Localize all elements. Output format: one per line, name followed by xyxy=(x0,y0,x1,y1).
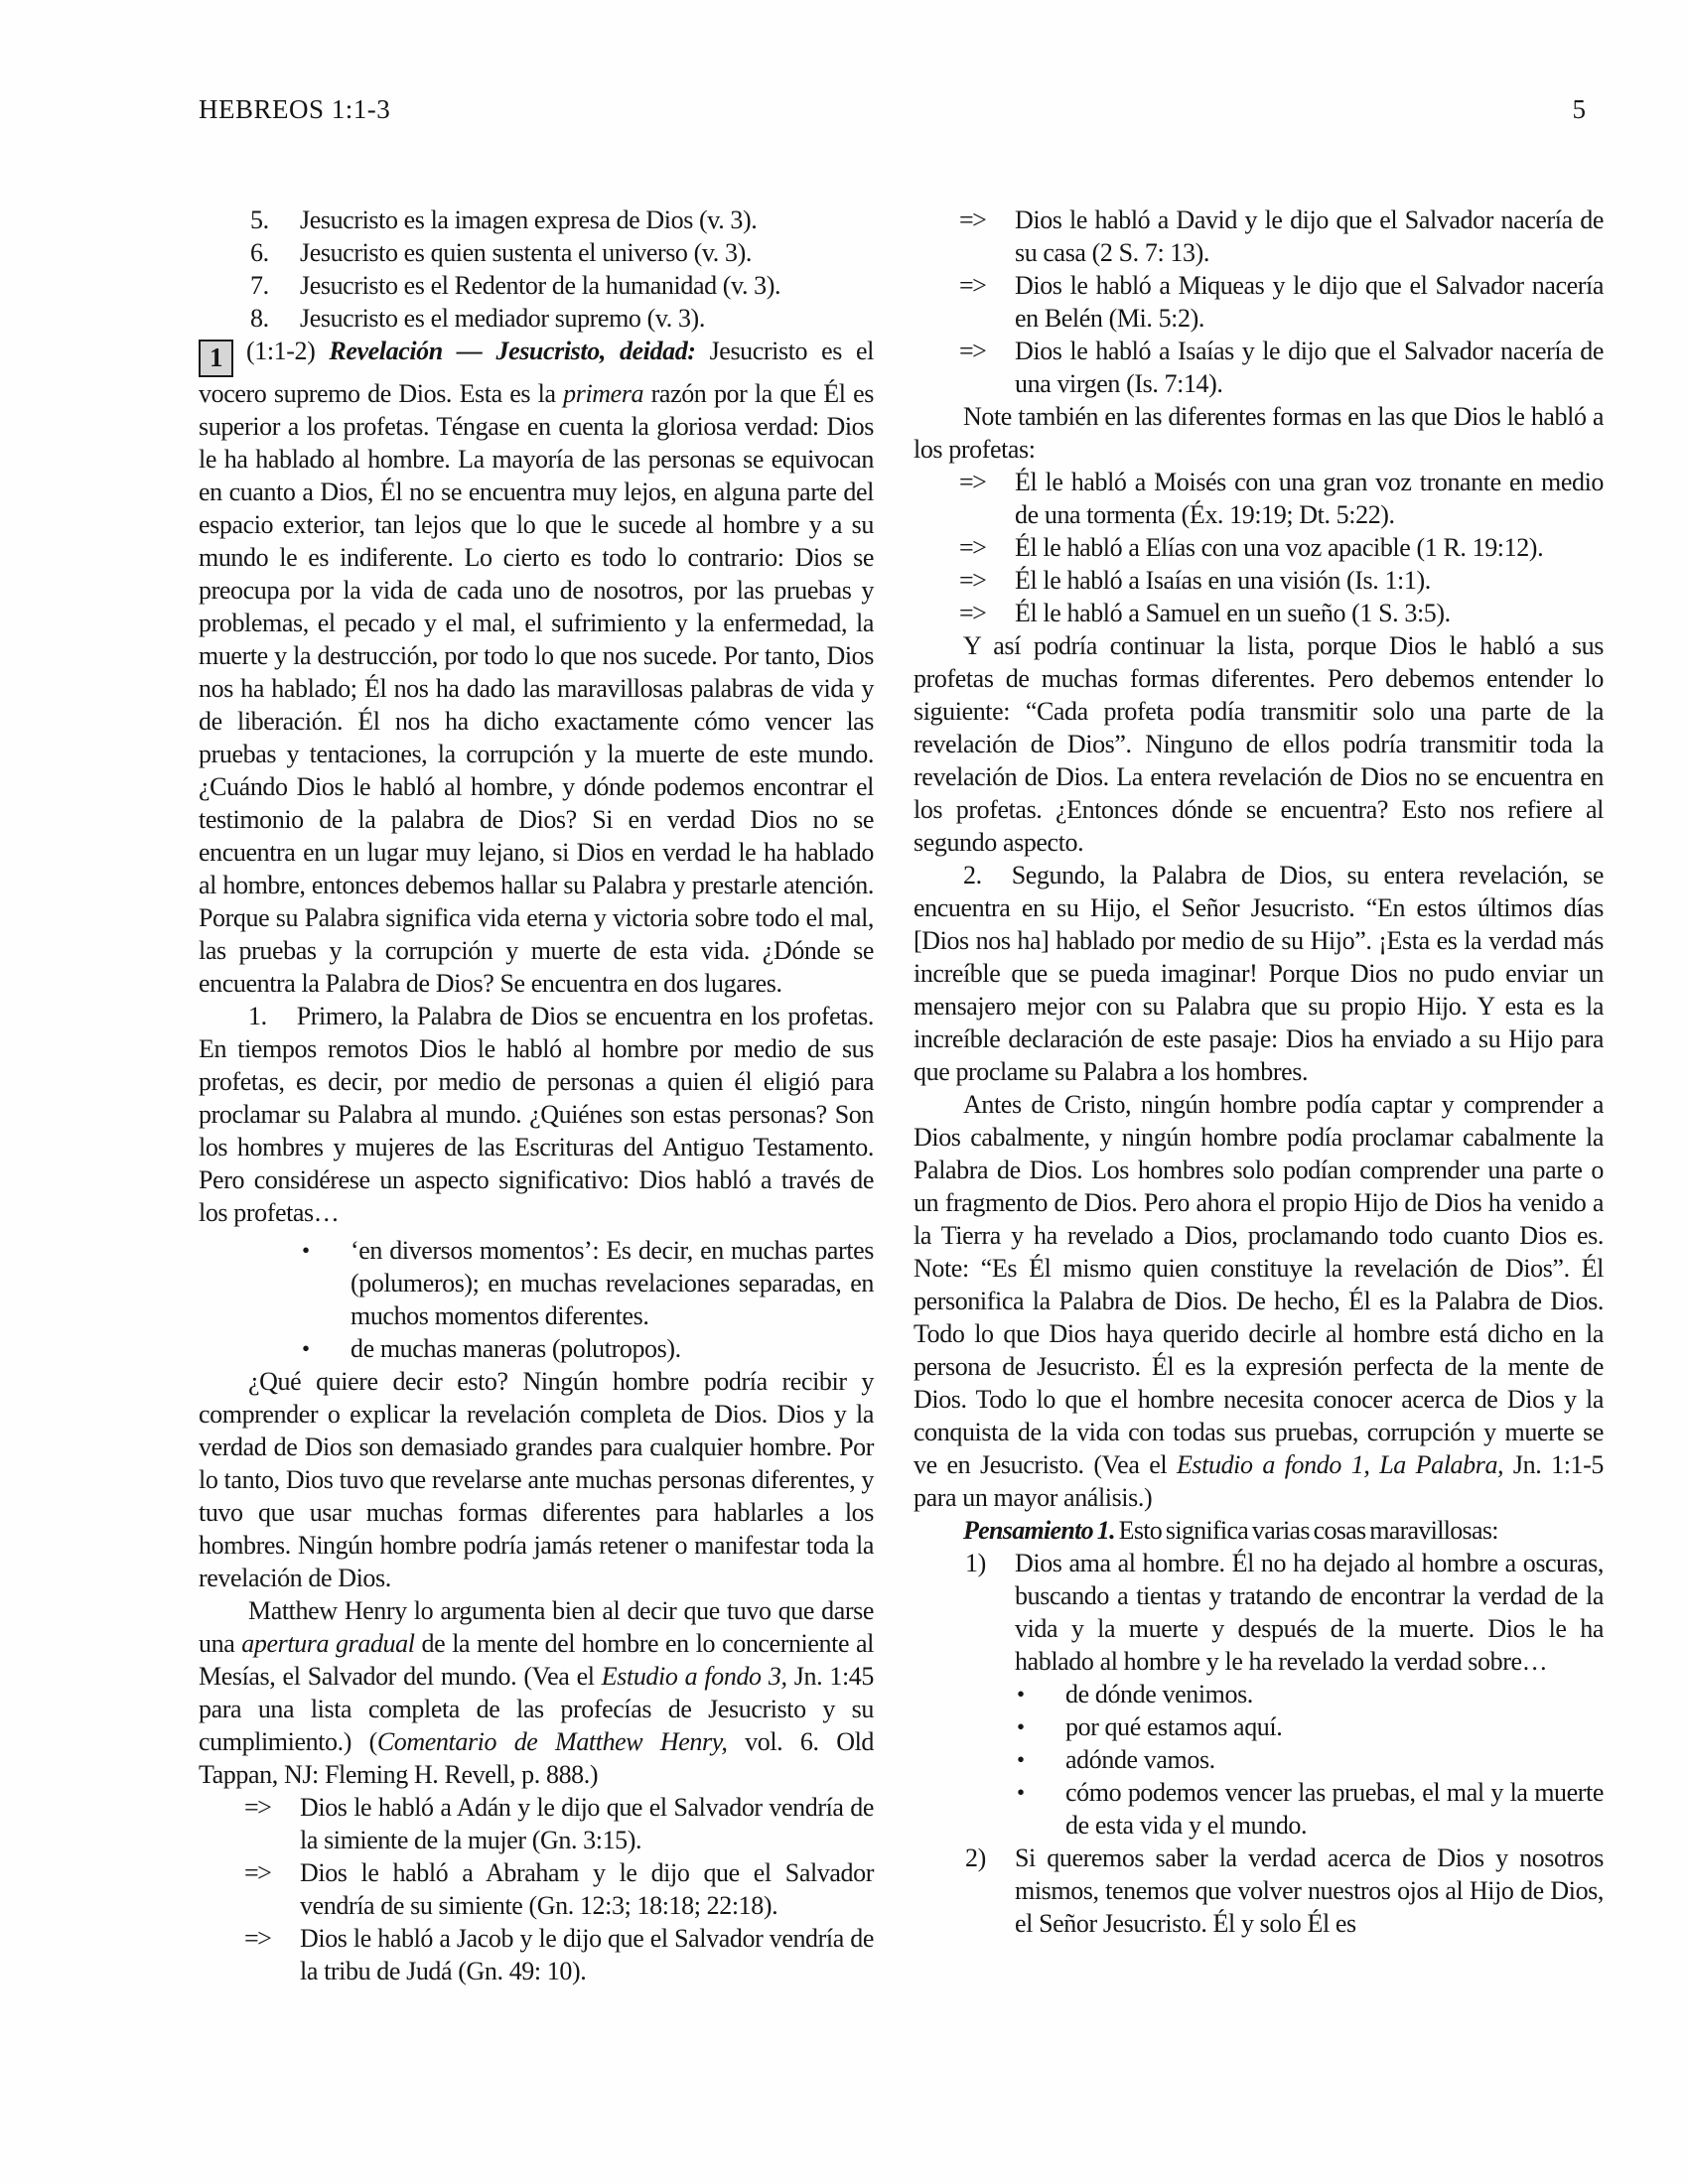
list-item xyxy=(914,1842,1604,1940)
right-column xyxy=(914,204,1604,1987)
promises-arrow-list-right xyxy=(914,204,1604,400)
paragraph-pensamiento: Pensamiento 1. Esto significa varias cosas maravillosas: xyxy=(963,1516,1498,1545)
paragraph-text: Segundo, la Palabra de Dios, su entera revelación, se encuentra en su Hijo, el Señor Jesucristo. “En estos últimos días [Dios nos ha] hablado por medio de su Hijo”. ¡Esta es la verdad más increíble que se pueda imaginar! Porque Dios no pudo enviar un mensajero mejor con su Palabra que su propio Hijo. Y esta es la increíble declaración de este pasaje: Dios ha enviado a su Hijo para que proclame su Palabra a los hombres. xyxy=(914,861,1604,1086)
arrow-icon: => xyxy=(244,1924,271,1953)
arrow-icon: => xyxy=(959,337,986,365)
arrow-icon: => xyxy=(244,1858,271,1887)
attributes-numbered-list xyxy=(199,204,874,335)
list-item xyxy=(199,1791,874,1856)
arrow-icon: => xyxy=(244,1793,271,1822)
list-item-text: cómo podemos vencer las pruebas, el mal y la muerte de esta vida y el mundo. xyxy=(1065,1778,1604,1840)
paragraph-y-asi: Y así podría continuar la lista, porque Dios le habló a sus profetas de muchas formas diferentes. Pero debemos entender lo siguiente: “Cada profeta podía transmitir solo una parte de la revelación de Dios”. Ninguno de ellos podría transmitir toda la revelación de Dios. La entera revelación de Dios no se encuentra en los profetas. ¿Entonces dónde se encuentra? Esto nos refiere al segundo aspecto. xyxy=(914,631,1604,857)
paragraph-text: Primero, la Palabra de Dios se encuentra en los profetas. En tiempos remotos Dios le habló al hombre por medio de sus profetas, es decir, por medio de personas a quien él eligió para proclamar su Palabra al mundo. ¿Quiénes son estas personas? Son los hombres y mujeres de las Escrituras del Antiguo Testamento. Pero considérese un aspecto significativo: Dios habló a través de los profetas… xyxy=(199,1002,874,1227)
list-item xyxy=(914,204,1604,269)
item-number: 5. xyxy=(250,205,269,234)
bullet-icon: • xyxy=(1017,1780,1025,1805)
list-item-text: Dios ama al hombre. Él no ha dejado al hombre a oscuras, buscando a tientas y tratando de encontrar la verdad de la vida y la muerte y después de la muerte. Dios le ha hablado al hombre y le ha revelado la verdad sobre… xyxy=(1015,1549,1604,1676)
promises-arrow-list-left xyxy=(199,1791,874,1987)
item-number: 8. xyxy=(250,304,269,333)
list-item xyxy=(199,204,874,236)
list-item xyxy=(914,335,1604,400)
list-item xyxy=(914,1710,1604,1743)
list-item-text: Jesucristo es quien sustenta el universo (v. 3). xyxy=(300,238,752,267)
list-item xyxy=(199,302,874,335)
list-item-text: Él le habló a Samuel en un sueño (1 S. 3:5). xyxy=(1015,599,1451,627)
list-item-text: Jesucristo es la imagen expresa de Dios (v. 3). xyxy=(300,205,758,234)
list-item-text: por qué estamos aquí. xyxy=(1065,1712,1283,1741)
list-item xyxy=(914,269,1604,335)
list-item xyxy=(199,1332,874,1365)
paragraph-segundo xyxy=(914,859,1604,1088)
forms-arrow-list xyxy=(914,466,1604,629)
bullet-icon: • xyxy=(1017,1682,1025,1706)
page-header xyxy=(199,94,1604,124)
arrow-icon: => xyxy=(959,599,986,627)
manners-bullet-list xyxy=(199,1234,874,1365)
list-item xyxy=(199,1234,874,1332)
list-item xyxy=(199,269,874,302)
arrow-icon: => xyxy=(959,468,986,496)
paragraph-antes-de-cristo: Antes de Cristo, ningún hombre podía captar y comprender a Dios cabalmente, y ningún hombre podía proclamar cabalmente la Palabra de Dios. Los hombres solo podían comprender una parte o un fragmento de Dios. Pero ahora el propio Hijo de Dios ha venido a la Tierra y ha revelado a Dios, proclamando todo cuanto Dios es. Note: “Es Él mismo quien constituye la revelación de Dios”. Él personifica la Palabra de Dios. De hecho, Él es la Palabra de Dios. Todo lo que Dios haya querido decirle al hombre está dicho en la persona de Jesucristo. Él es la expresión perfecta de la mente de Dios. Todo lo que el hombre necesita conocer acerca de Dios y la conquista de la vida con todas sus pruebas, corrupción y muerte se ve en Jesucristo. (Vea el Estudio a fondo 1, La Palabra, Jn. 1:1-5 para un mayor análisis.) xyxy=(914,1090,1604,1512)
list-item-text: Él le habló a Elías con una voz apacible (1 R. 19:12). xyxy=(1015,533,1544,562)
list-item xyxy=(914,1743,1604,1776)
two-column-text xyxy=(199,204,1604,1987)
paragraph-number: 2. xyxy=(963,861,982,889)
list-item xyxy=(914,597,1604,629)
list-item-text: de muchas maneras (polutropos). xyxy=(351,1334,681,1363)
thought-numbered-list xyxy=(914,1842,1604,1940)
thought-numbered-list xyxy=(914,1547,1604,1678)
list-item xyxy=(914,466,1604,531)
bullet-icon: • xyxy=(302,1238,310,1263)
point-paragraph-text: (1:1-2) Revelación — Jesucristo, deidad: Jesucristo es el vocero supremo de Dios. Esta es la primera razón por la que Él es superior a los profetas. Téngase en cuenta la gloriosa verdad: Dios le ha hablado al hombre. La mayoría de las personas se equivocan en cuanto a Dios, Él no se encuentra muy lejos, en alguna parte del espacio exterior, tan lejos que lo que le sucede al hombre y a su mundo le es indiferente. Lo cierto es todo lo contrario: Dios se preocupa por la vida de cada uno de nosotros, por las pruebas y problemas, el pecado y el mal, el sufrimiento y la enfermedad, la muerte y la destrucción, por todo lo que nos sucede. Por tanto, Dios nos ha hablado; Él nos ha dado las maravillosas palabras de vida y de liberación. Él nos ha dicho exactamente cómo vencer las pruebas y tentaciones, la corrupción y la muerte de este mundo. ¿Cuándo Dios le habló al hombre, y dónde podemos encontrar el testimonio de la palabra de Dios? Si en verdad Dios no se encuentra en un lugar muy lejano, si Dios en verdad le ha hablado al hombre, entonces debemos hallar su Palabra y prestarle atención. Porque su Palabra significa vida eterna y victoria sobre todo el mal, las pruebas y la corrupción y muerte de esta vida. ¿Dónde se encuentra la Palabra de Dios? Se encuentra en dos lugares. xyxy=(199,337,875,998)
list-item-text: de dónde venimos. xyxy=(1065,1680,1253,1708)
list-item xyxy=(199,1922,874,1987)
item-number: 6. xyxy=(250,238,269,267)
paragraph-number: 1. xyxy=(248,1002,267,1030)
list-item-text: Dios le habló a Isaías y le dijo que el Salvador nacería de una virgen (Is. 7:14). xyxy=(1015,337,1604,398)
paragraph-primero xyxy=(199,1000,874,1229)
truth-bullet-list xyxy=(914,1678,1604,1842)
list-item xyxy=(199,1856,874,1922)
arrow-icon: => xyxy=(959,205,986,234)
list-item xyxy=(199,236,874,269)
list-item xyxy=(914,1547,1604,1678)
list-item-text: Dios le habló a Adán y le dijo que el Salvador vendría de la simiente de la mujer (Gn. 3:15). xyxy=(300,1793,874,1854)
item-number: 1) xyxy=(965,1549,986,1577)
list-item-text: Dios le habló a Miqueas y le dijo que el Salvador nacería en Belén (Mi. 5:2). xyxy=(1015,271,1604,333)
item-number: 7. xyxy=(250,271,269,300)
bullet-icon: • xyxy=(302,1336,310,1361)
list-item-text: Si queremos saber la verdad acerca de Dios y nosotros mismos, tenemos que volver nuestros ojos al Hijo de Dios, el Señor Jesucristo. Él y solo Él es xyxy=(1015,1843,1604,1938)
list-item-text: Él le habló a Isaías en una visión (Is. 1:1). xyxy=(1015,566,1431,595)
list-item-text: Dios le habló a Abraham y le dijo que el Salvador vendría de su simiente (Gn. 12:3; 18:18; 22:18). xyxy=(300,1858,874,1920)
list-item-text: Jesucristo es el Redentor de la humanidad (v. 3). xyxy=(300,271,781,300)
arrow-icon: => xyxy=(959,566,986,595)
list-item-text: adónde vamos. xyxy=(1065,1745,1215,1774)
bullet-icon: • xyxy=(1017,1714,1025,1739)
list-item xyxy=(914,1678,1604,1710)
point-number-box: 1 xyxy=(199,340,233,377)
arrow-icon: => xyxy=(959,533,986,562)
list-item xyxy=(914,564,1604,597)
list-item-text: Dios le habló a Jacob y le dijo que el Salvador vendría de la tribu de Judá (Gn. 49: 10). xyxy=(300,1924,874,1985)
list-item-text: Él le habló a Moisés con una gran voz tronante en medio de una tormenta (Éx. 19:19; Dt. 5:22). xyxy=(1015,468,1604,529)
bullet-icon: • xyxy=(1017,1747,1025,1772)
left-column xyxy=(199,204,874,1987)
list-item-text: Dios le habló a David y le dijo que el Salvador nacería de su casa (2 S. 7: 13). xyxy=(1015,205,1604,267)
point-paragraph xyxy=(199,335,874,1000)
paragraph-matthew-henry: Matthew Henry lo argumenta bien al decir que tuvo que darse una apertura gradual de la mente del hombre en lo concerniente al Mesías, el Salvador del mundo. (Vea el Estudio a fondo 3, Jn. 1:45 para una lista completa de las profecías de Jesucristo y su cumplimiento.) (Comentario de Matthew Henry, vol. 6. Old Tappan, NJ: Fleming H. Revell, p. 888.) xyxy=(199,1596,874,1789)
running-head: HEBREOS 1:1-3 xyxy=(199,94,391,124)
list-item-text: Jesucristo es el mediador supremo (v. 3). xyxy=(300,304,705,333)
list-item-text: ‘en diversos momentos’: Es decir, en muchas partes (polumeros); en muchas revelaciones separadas, en muchos momentos diferentes. xyxy=(351,1236,874,1330)
list-item xyxy=(914,531,1604,564)
item-number: 2) xyxy=(965,1843,986,1872)
paragraph-que-quiere-decir: ¿Qué quiere decir esto? Ningún hombre podría recibir y comprender o explicar la revelación completa de Dios. Dios y la verdad de Dios son demasiado grandes para cualquier hombre. Por lo tanto, Dios tuvo que revelarse ante muchas personas diferentes, y tuvo que usar muchas formas diferentes para hablarles a los hombres. Ningún hombre podría jamás retener o manifestar toda la revelación de Dios. xyxy=(199,1367,874,1592)
list-item xyxy=(914,1776,1604,1842)
page-number: 5 xyxy=(1572,94,1586,124)
arrow-icon: => xyxy=(959,271,986,300)
paragraph-note-tambien: Note también en las diferentes formas en las que Dios le habló a los profetas: xyxy=(914,402,1604,464)
